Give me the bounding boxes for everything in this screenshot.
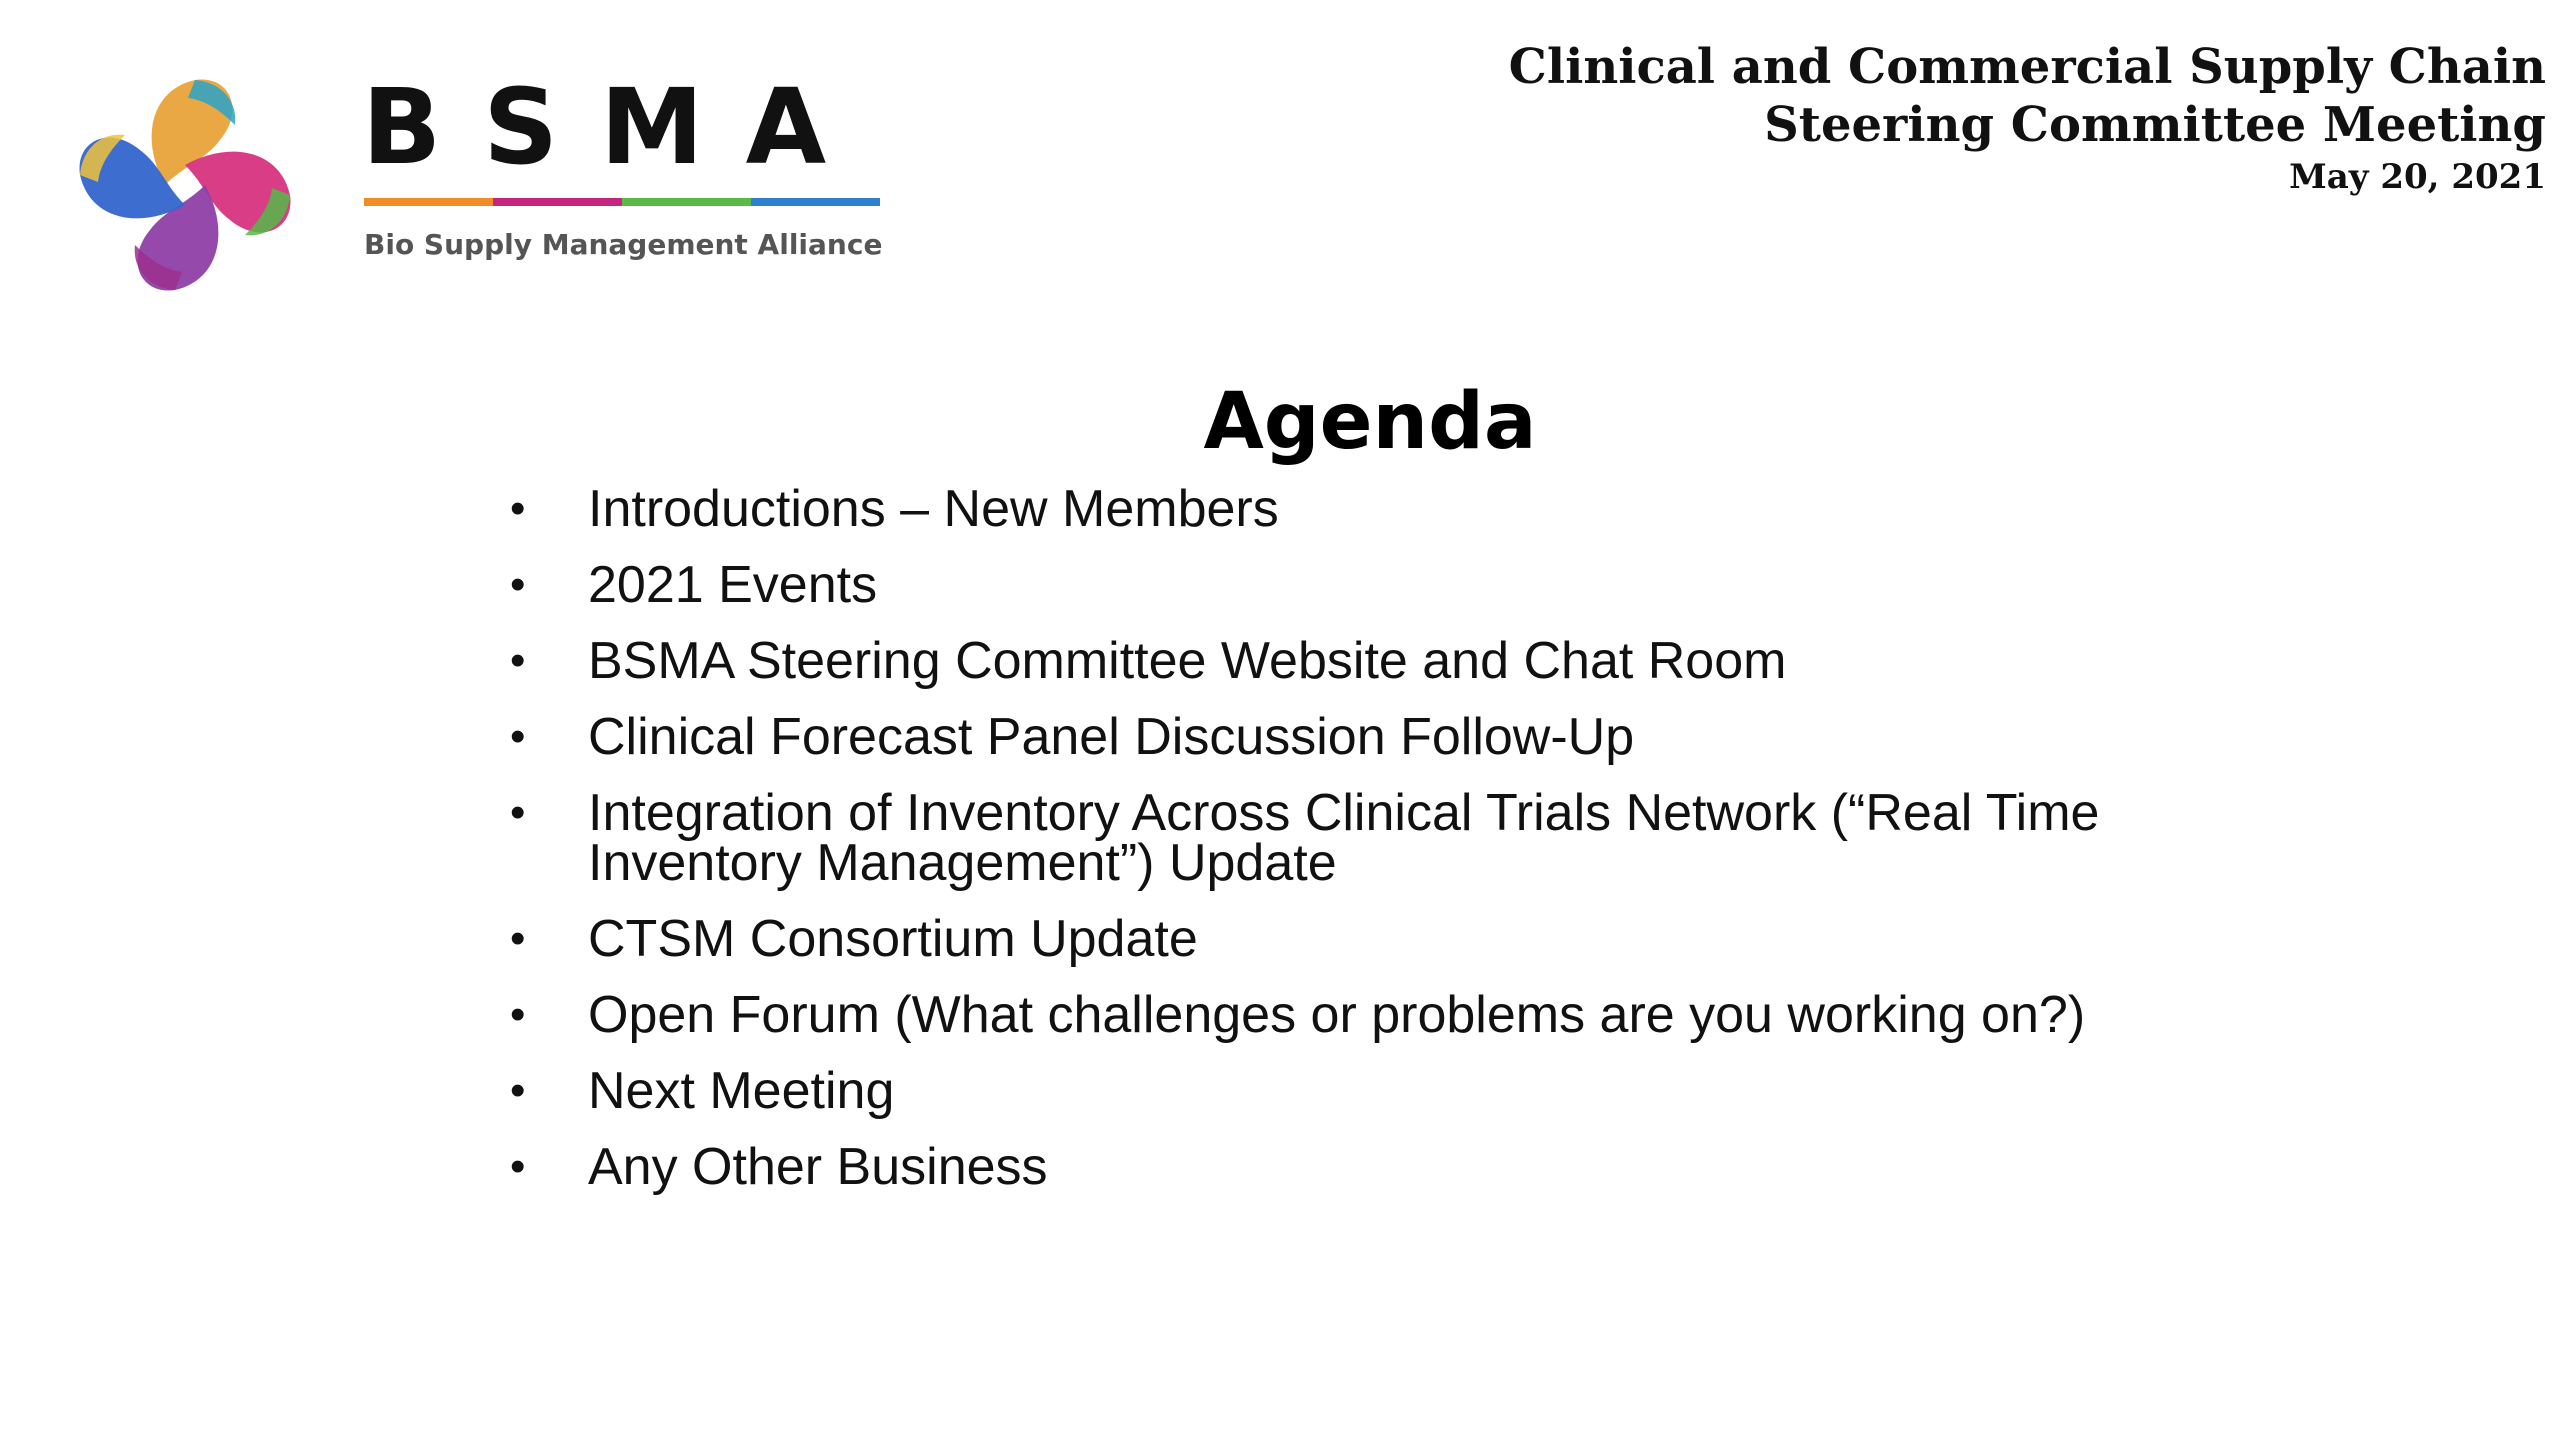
logo-bar-segment xyxy=(751,198,880,206)
logo-color-bar xyxy=(364,198,880,206)
agenda-item-text: CTSM Consortium Update xyxy=(588,910,1198,968)
agenda-list xyxy=(510,480,2310,1218)
meeting-date: May 20, 2021 xyxy=(2289,157,2546,197)
bullet-icon: • xyxy=(510,914,526,963)
agenda-item-text: Open Forum (What challenges or problems are you working on?) xyxy=(588,986,2086,1044)
agenda-title: Agenda xyxy=(1203,377,1537,467)
meeting-title-line-2: Steering Committee Meeting xyxy=(1764,97,2546,153)
agenda-item-text: BSMA Steering Committee Website and Chat Room xyxy=(588,632,1787,690)
logo-wordmark: BSMA xyxy=(362,66,869,188)
logo-tagline: Bio Supply Management Alliance xyxy=(364,228,883,261)
agenda-item xyxy=(510,1138,2310,1196)
agenda-item xyxy=(510,986,2310,1044)
logo-bar-segment xyxy=(622,198,751,206)
agenda-item-text: Any Other Business xyxy=(588,1138,1048,1196)
agenda-item-text: Next Meeting xyxy=(588,1062,895,1120)
bullet-icon: • xyxy=(510,788,526,837)
bullet-icon: • xyxy=(510,1066,526,1115)
bullet-icon: • xyxy=(510,1142,526,1191)
agenda-item xyxy=(510,632,2310,690)
agenda-item-text: 2021 Events xyxy=(588,556,878,614)
agenda-item-text: Integration of Inventory Across Clinical Trials Network (“Real Time Inventory Management”) Update xyxy=(588,784,2100,892)
bullet-icon: • xyxy=(510,560,526,609)
meeting-header xyxy=(1446,38,2546,200)
agenda-item-text: Introductions – New Members xyxy=(588,480,1279,538)
agenda-item-text: Clinical Forecast Panel Discussion Follow-Up xyxy=(588,708,1635,766)
agenda-item xyxy=(510,480,2310,538)
agenda-item xyxy=(510,1062,2310,1120)
logo-bar-segment xyxy=(364,198,493,206)
bullet-icon: • xyxy=(510,712,526,761)
bsma-logo-mark-icon xyxy=(70,70,300,300)
bullet-icon: • xyxy=(510,990,526,1039)
bsma-logo xyxy=(70,66,900,300)
meeting-title-line-1: Clinical and Commercial Supply Chain xyxy=(1508,39,2546,95)
agenda-item xyxy=(510,784,2310,892)
bullet-icon: • xyxy=(510,636,526,685)
agenda-item xyxy=(510,708,2310,766)
agenda-item xyxy=(510,910,2310,968)
logo-bar-segment xyxy=(493,198,622,206)
agenda-item xyxy=(510,556,2310,614)
bullet-icon: • xyxy=(510,484,526,533)
